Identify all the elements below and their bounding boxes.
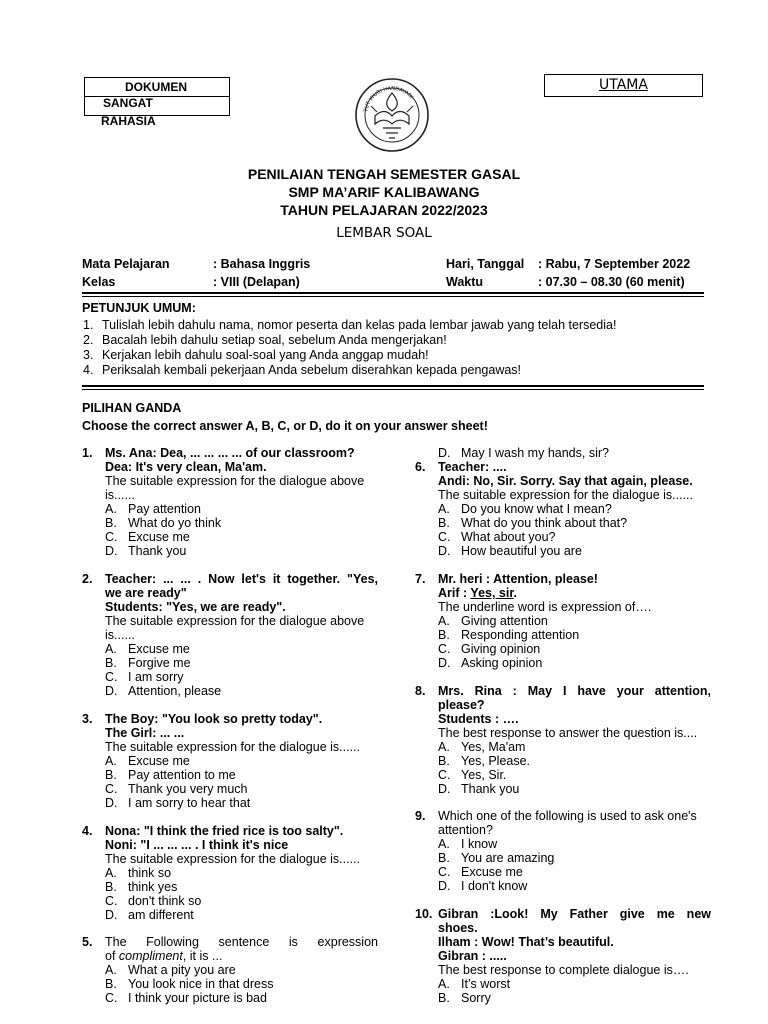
option: C. don't think so <box>105 894 202 908</box>
academic-year: TAHUN PELAJARAN 2022/2023 <box>280 202 488 218</box>
option: B. Forgive me <box>105 656 191 670</box>
option: B. You are amazing <box>438 851 555 865</box>
time-label: Waktu <box>446 275 484 289</box>
option: A. think so <box>105 866 172 880</box>
option: C. Yes, Sir. <box>438 768 507 782</box>
section-instruction: Choose the correct answer A, B, C, or D, do it on your answer sheet! <box>82 419 488 433</box>
option: A. It’s worst <box>438 977 511 991</box>
option: D. Attention, please <box>105 684 222 698</box>
option: C. I am sorry <box>105 670 184 684</box>
instruction-item: 3. Kerjakan lebih dahulu soal-soal yang Anda anggap mudah! <box>83 348 429 362</box>
classification-line-1: DOKUMEN <box>125 80 187 94</box>
option: B. Yes, Please. <box>438 754 531 768</box>
option: D. How beautiful you are <box>438 544 582 558</box>
class-label: Kelas <box>82 275 116 289</box>
instruction-item: 4. Periksalah kembali pekerjaan Anda sebelum diserahkan kepada pengawas! <box>83 363 522 377</box>
option: C. Thank you very much <box>105 782 248 796</box>
tut-wuri-handayani-logo <box>353 76 431 154</box>
instruction-item: 2. Bacalah lebih dahulu setiap soal, sebelum Anda mengerjakan! <box>83 333 447 347</box>
option: A. Yes, Ma'am <box>438 740 526 754</box>
day-value: : Rabu, 7 September 2022 <box>538 257 691 271</box>
option: A. Excuse me <box>105 754 190 768</box>
option: B. You look nice in that dress <box>105 977 274 991</box>
option: B. Responding attention <box>438 628 580 642</box>
option: A. Excuse me <box>105 642 190 656</box>
subject-label: Mata Pelajaran <box>82 257 170 271</box>
option: B. Pay attention to me <box>105 768 236 782</box>
divider <box>82 389 704 390</box>
option: A. I know <box>438 837 498 851</box>
option: A. Do you know what I mean? <box>438 502 612 516</box>
option: C. Excuse me <box>105 530 190 544</box>
option: B. think yes <box>105 880 178 894</box>
day-label: Hari, Tanggal <box>446 257 525 271</box>
option: D. May I wash my hands, sir? <box>438 446 609 460</box>
option: B. What do yo think <box>105 516 222 530</box>
option: B. What do you think about that? <box>438 516 628 530</box>
school-name: SMP MA’ARIF KALIBAWANG <box>288 184 480 200</box>
option: A. What a pity you are <box>105 963 236 977</box>
logo-motto: TUT WURI HANDAYANI <box>363 85 415 113</box>
divider <box>82 385 704 387</box>
class-value: : VIII (Delapan) <box>213 275 300 289</box>
version-label: UTAMA <box>599 77 648 93</box>
option: D. Thank you <box>105 544 187 558</box>
option: D. Asking opinion <box>438 656 543 670</box>
option: D. I am sorry to hear that <box>105 796 251 810</box>
option: A. Giving attention <box>438 614 548 628</box>
version-box <box>544 74 703 97</box>
option: C. What about you? <box>438 530 556 544</box>
option: C. Excuse me <box>438 865 523 879</box>
instruction-item: 1. Tulislah lebih dahulu nama, nomor peserta dan kelas pada lembar jawab yang telah tersedia! <box>83 318 617 332</box>
option: B. Sorry <box>438 991 491 1005</box>
option: D. am different <box>105 908 194 922</box>
option: D. I don't know <box>438 879 528 893</box>
sheet-subtitle: LEMBAR SOAL <box>336 225 432 241</box>
divider <box>82 296 704 297</box>
subject-value: : Bahasa Inggris <box>213 257 311 271</box>
divider <box>82 292 704 294</box>
option: C. I think your picture is bad <box>105 991 267 1005</box>
question-5-continued <box>438 446 710 460</box>
exam-title: PENILAIAN TENGAH SEMESTER GASAL <box>247 166 521 182</box>
section-title: PILIHAN GANDA <box>82 401 182 415</box>
option: C. Giving opinion <box>438 642 541 656</box>
time-value: : 07.30 – 08.30 (60 menit) <box>538 275 685 289</box>
option: A. Pay attention <box>105 502 201 516</box>
classification-line-3: RAHASIA <box>101 114 156 128</box>
instructions-heading: PETUNJUK UMUM: <box>82 301 196 315</box>
classification-line-2: SANGAT <box>103 96 153 110</box>
option: D. Thank you <box>438 782 520 796</box>
